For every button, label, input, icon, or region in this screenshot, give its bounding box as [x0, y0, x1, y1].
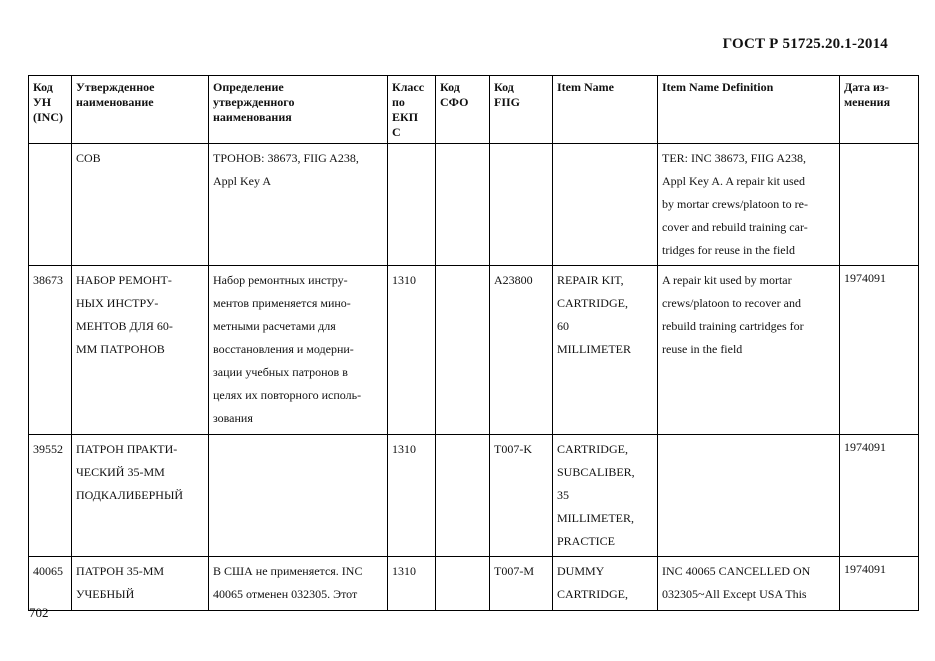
cell-fiig: T007-M — [490, 557, 553, 611]
cell-approved-name: ПАТРОН 35-ММ УЧЕБНЫЙ — [72, 557, 209, 611]
cell-class — [388, 144, 436, 266]
cell-class: 1310 — [388, 557, 436, 611]
nomenclature-table — [28, 75, 919, 611]
column-header-sfo: Код СФО — [436, 76, 490, 144]
column-header-approved-name: Утвержденное наименование — [72, 76, 209, 144]
table-row — [29, 144, 919, 266]
cell-item-name-definition: A repair kit used by mortar crews/platoon to recover and rebuild training cartridges for reuse in the field — [658, 266, 840, 435]
column-header-inc: Код УН (INC) — [29, 76, 72, 144]
cell-inc — [29, 144, 72, 266]
cell-item-name — [553, 144, 658, 266]
table-row — [29, 435, 919, 557]
cell-item-name: CARTRIDGE, SUBCALIBER, 35 MILLIMETER, PRACTICE — [553, 435, 658, 557]
page-number: 702 — [29, 605, 49, 620]
cell-item-name-definition: INC 40065 CANCELLED ON 032305~All Except USA This — [658, 557, 840, 611]
cell-sfo — [436, 557, 490, 611]
column-header-class: Класс по ЕКП С — [388, 76, 436, 144]
column-header-definition: Определение утвержденного наименования — [209, 76, 388, 144]
cell-definition: ТРОНОВ: 38673, FIIG A238, Appl Key A — [209, 144, 388, 266]
cell-class: 1310 — [388, 435, 436, 557]
cell-sfo — [436, 144, 490, 266]
cell-approved-name: ПАТРОН ПРАКТИ- ЧЕСКИЙ 35-ММ ПОДКАЛИБЕРНЫЙ — [72, 435, 209, 557]
cell-approved-name: НАБОР РЕМОНТ- НЫХ ИНСТРУ- МЕНТОВ ДЛЯ 60- ММ ПАТРОНОВ — [72, 266, 209, 435]
cell-sfo — [436, 435, 490, 557]
cell-inc: 38673 — [29, 266, 72, 435]
column-header-item-name: Item Name — [553, 76, 658, 144]
cell-item-name-definition — [658, 435, 840, 557]
cell-inc: 40065 — [29, 557, 72, 611]
cell-definition: Набор ремонтных инстру- ментов применяется мино- метными расчетами для восстановления и модерни- зации учебных патронов в целях их повторного исполь- зования — [209, 266, 388, 435]
table-header-row — [29, 76, 919, 144]
cell-class: 1310 — [388, 266, 436, 435]
cell-inc: 39552 — [29, 435, 72, 557]
cell-fiig — [490, 144, 553, 266]
cell-definition: В США не применяется. INC 40065 отменен 032305. Этот — [209, 557, 388, 611]
cell-definition — [209, 435, 388, 557]
cell-approved-name: СОВ — [72, 144, 209, 266]
cell-fiig: A23800 — [490, 266, 553, 435]
column-header-change-date: Дата из- менения — [840, 76, 919, 144]
cell-sfo — [436, 266, 490, 435]
cell-item-name: DUMMY CARTRIDGE, — [553, 557, 658, 611]
cell-fiig: T007-K — [490, 435, 553, 557]
cell-change-date — [840, 144, 919, 266]
column-header-fiig: Код FIIG — [490, 76, 553, 144]
table-row — [29, 557, 919, 611]
cell-change-date: 1974091 — [840, 557, 919, 611]
column-header-item-name-definition: Item Name Definition — [658, 76, 840, 144]
table-row — [29, 266, 919, 435]
cell-item-name: REPAIR KIT, CARTRIDGE, 60 MILLIMETER — [553, 266, 658, 435]
cell-change-date: 1974091 — [840, 435, 919, 557]
cell-change-date: 1974091 — [840, 266, 919, 435]
cell-item-name-definition: TER: INC 38673, FIIG A238, Appl Key A. A repair kit used by mortar crews/platoon to re- cover and rebuild training car- tridges for reuse in the field — [658, 144, 840, 266]
document-code: ГОСТ Р 51725.20.1-2014 — [722, 36, 888, 52]
